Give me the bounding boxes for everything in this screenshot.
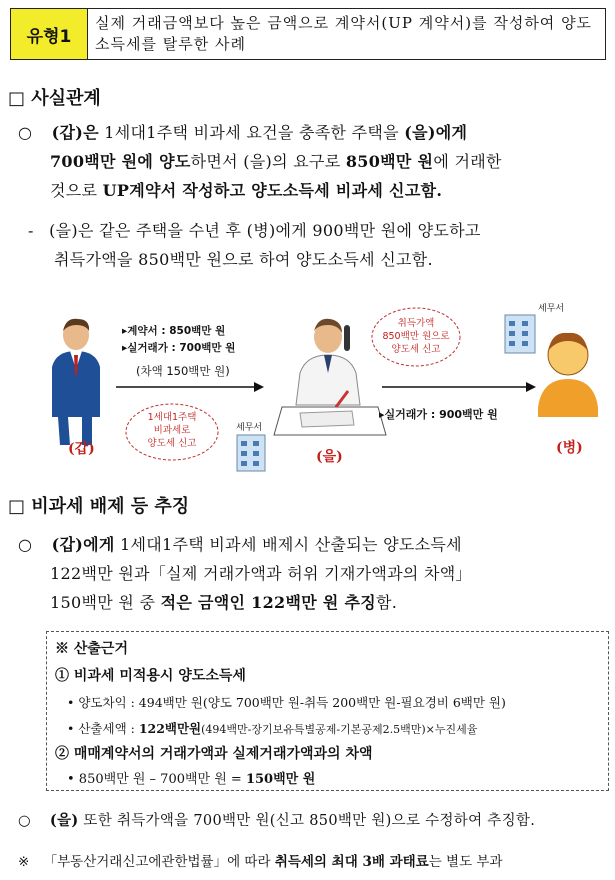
text: • 산출세액 : <box>67 721 139 736</box>
text: 「부동산거래신고에관한법률」에 따라 <box>43 854 275 870</box>
bubble-left-text <box>130 411 214 450</box>
section-heading-collection: □ 비과세 배제 등 추징 <box>8 496 190 517</box>
person-icon <box>538 333 598 417</box>
arrow-icon <box>116 382 264 392</box>
difference-label: (차액 150백만 원) <box>136 364 230 378</box>
text: 취득가액을 850백만 원으로 하여 양도소득세 신고함. <box>54 250 433 269</box>
bubble-right-text <box>372 317 460 356</box>
tax-office-building-icon <box>237 435 265 471</box>
text: 150백만 원 중 <box>50 593 161 612</box>
text-bold: (갑)은 <box>51 123 99 142</box>
bullet-circle: ○ <box>18 813 31 829</box>
text: • 850백만 원 – 700백만 원 = <box>67 772 246 787</box>
bubble-line: 1세대1주택 <box>147 412 197 423</box>
person-label-byeong: (병) <box>556 440 583 456</box>
text: 에 거래한 <box>433 152 502 171</box>
bubble-line: 비과세로 <box>153 425 191 436</box>
resale-amount-label: ▸실거래가 : 900백만 원 <box>379 408 498 421</box>
basis-item-2-title: ② 매매계약서의 거래가액과 실제거래가액과의 차액 <box>55 746 373 762</box>
text: (494백만-장기보유특별공제-기본공제2.5백만)×누진세율 <box>201 723 478 736</box>
text: 122백만 원과「실제 거래가액과 허위 기재가액과의 차액」 <box>50 564 472 583</box>
case-title-box <box>10 8 606 60</box>
basis-item-2-diff <box>67 768 315 787</box>
facts-paragraph-2 <box>28 216 613 274</box>
tax-office-label: 세무서 <box>538 304 565 314</box>
text-bold: 취득세의 최대 3배 과태료 <box>274 854 429 870</box>
text: 것으로 <box>50 181 103 200</box>
person-label-gap: (갑) <box>68 441 95 457</box>
text-bold: 700백만 원에 양도 <box>50 152 191 171</box>
bullet-dash: - <box>28 221 34 240</box>
basis-item-1-tax <box>67 719 477 737</box>
text-bold: 적은 금액인 122백만 원 추징 <box>160 593 376 612</box>
basis-title: ※ 산출근거 <box>55 641 128 657</box>
office-worker-icon <box>274 319 386 435</box>
case-type-label: 유형1 <box>11 9 88 59</box>
collection-paragraph-1 <box>18 530 608 617</box>
text: 1세대1주택 비과세 요건을 충족한 주택을 <box>98 123 405 142</box>
text-bold: 150백만 원 <box>245 772 316 787</box>
tax-office-label: 세무서 <box>236 423 263 433</box>
bullet-circle: ○ <box>18 123 33 142</box>
penalty-note <box>18 850 613 870</box>
text-bold: 122백만원 <box>138 721 202 736</box>
case-title: 실제 거래금액보다 높은 금액으로 계약서(UP 계약서)를 작성하여 양도소득세를 탈루한 사례 <box>95 14 593 53</box>
bubble-line: 850백만 원으로 <box>382 331 450 342</box>
basis-item-1-gain: • 양도차익 : 494백만 원(양도 700백만 원-취득 200백만 원-필요경비 6백만 원) <box>67 695 506 710</box>
arrow-icon <box>382 382 536 392</box>
tax-office-building-icon <box>505 315 535 353</box>
text-bold: 850백만 원 <box>345 152 434 171</box>
text-bold: (을) <box>49 812 79 829</box>
calculation-basis-box <box>46 631 609 791</box>
facts-paragraph-1 <box>18 118 608 205</box>
bubble-line: 양도세 신고 <box>391 344 441 355</box>
text: 하면서 (을)의 요구로 <box>190 152 346 171</box>
text-bold: UP계약서 작성하고 양도소득세 비과세 신고함. <box>102 181 443 200</box>
text: 는 별도 부과 <box>428 854 503 870</box>
businessman-icon <box>52 319 100 445</box>
text-bold: (갑)에게 <box>51 535 115 554</box>
text: 함. <box>375 593 398 612</box>
bullet-circle: ○ <box>18 535 33 554</box>
text: 1세대1주택 비과세 배제시 산출되는 양도소득세 <box>114 535 462 554</box>
contract-amount-label: ▸계약서 : 850백만 원 <box>122 325 226 337</box>
text-bold: (을)에게 <box>404 123 468 142</box>
section-heading-facts: □ 사실관계 <box>8 88 101 109</box>
actual-amount-label: ▸실거래가 : 700백만 원 <box>122 342 236 354</box>
bubble-line: 취득가액 <box>397 318 435 329</box>
bubble-line: 양도세 신고 <box>147 438 197 449</box>
text: (을)은 같은 주택을 수년 후 (병)에게 900백만 원에 양도하고 <box>49 221 481 240</box>
note-mark: ※ <box>18 854 30 870</box>
basis-item-1-title: ① 비과세 미적용시 양도소득세 <box>55 668 246 684</box>
person-label-eul: (을) <box>316 449 343 465</box>
collection-paragraph-2 <box>18 806 608 836</box>
text: 또한 취득가액을 700백만 원(신고 850백만 원)으로 수정하여 추징함. <box>78 813 536 829</box>
